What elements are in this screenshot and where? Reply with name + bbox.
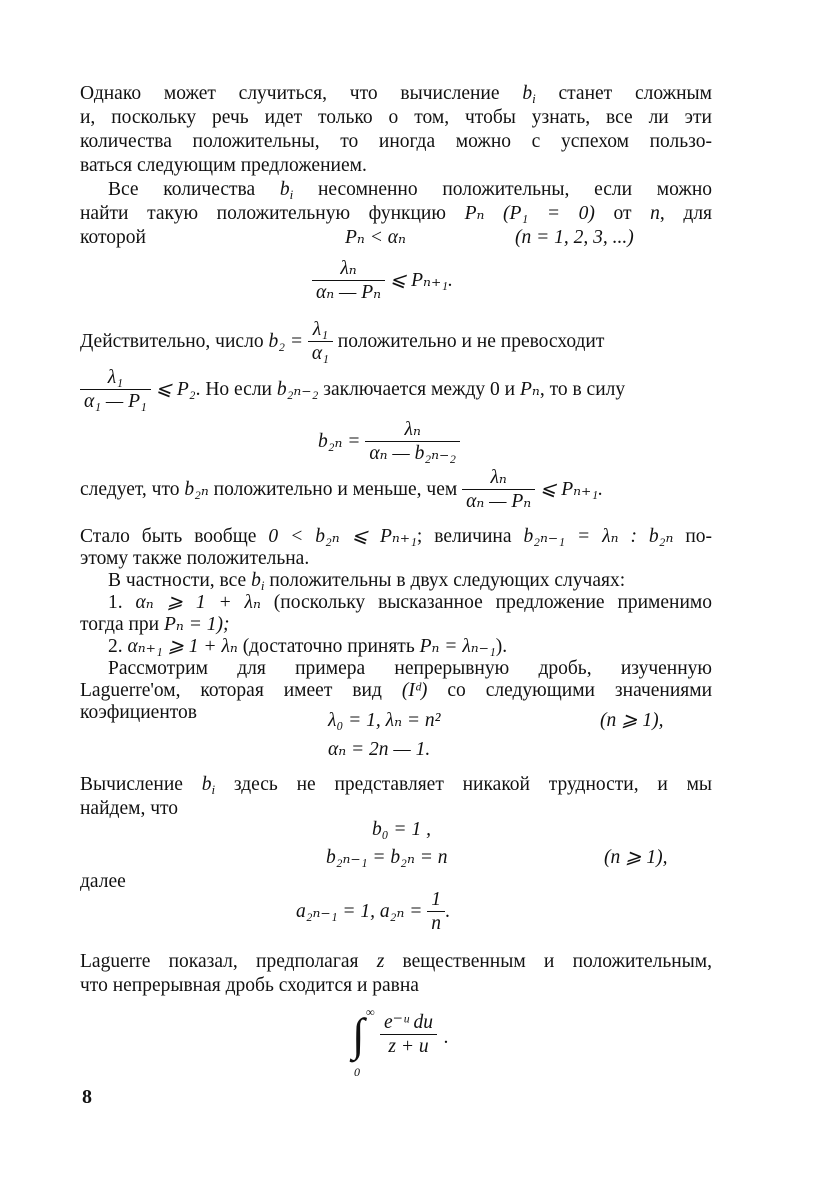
text-line: Действительно, число b₂ = $\frac{\text{λ₁}}{\text{α₁}}$ положительно и не превосходит <box>80 319 605 365</box>
text-line: В частности, все $b_i$ положительны в двух следующих случаях: <box>108 570 626 593</box>
text-line: и, поскольку речь идет только о том, чтобы узнать, все ли эти <box>80 107 712 128</box>
fraction: $\frac{1}{n}$ <box>427 889 445 936</box>
equation-condition: (n ⩾ 1), <box>604 847 668 868</box>
text-line: Laguerre показал, предполагая z вещественным и положительным, <box>80 951 712 972</box>
text-line: 2. αₙ₊₁ ⩾ 1 + λₙ (достаточно принять Pₙ = λₙ₋₁). <box>108 636 508 657</box>
equation-condition: (n = 1, 2, 3, ...) <box>515 227 634 248</box>
equation: αₙ = 2n — 1. <box>328 739 431 760</box>
fraction: $\frac{\text{λₙ}}{\text{αₙ — Pₙ}}$ <box>462 467 535 514</box>
text-line: Однако может случиться, что вычисление $b_i$ станет сложным <box>80 83 713 106</box>
text-line: ваться следующим предложением. <box>80 155 367 176</box>
equation: b₀ = 1 , <box>372 819 431 840</box>
fraction: $\frac{\text{λ₁}}{\text{α₁ — P₁}}$ <box>80 367 151 414</box>
text-line: далее <box>80 871 126 892</box>
equation: Pₙ < αₙ <box>345 227 406 248</box>
equation-condition: (n ⩾ 1), <box>600 710 664 731</box>
text-line: найдем, что <box>80 798 179 819</box>
text-line: Рассмотрим для примера непрерывную дробь, изученную <box>108 658 712 679</box>
text-line: Все количества $b_i$ несомненно положительны, если можно <box>108 179 713 202</box>
text-line: найти такую положительную функцию Pₙ (P₁ = 0) от n, для <box>80 203 713 224</box>
equation: a₂ₙ₋₁ = 1, a₂ₙ = $\frac{1}{n}$ . <box>296 889 450 935</box>
fraction: $\frac{\text{λ₁}}{\text{α₁}}$ <box>308 319 333 366</box>
equation: b₂ₙ₋₁ = b₂ₙ = n <box>326 847 448 868</box>
text-line: 1. αₙ ⩾ 1 + λₙ (поскольку высказанное предложение применимо <box>108 592 713 613</box>
text-line: тогда при Pₙ = 1); <box>80 614 230 635</box>
equation: $\frac{\text{λₙ}}{\text{αₙ — Pₙ}}$ ⩽ Pₙ₊₁. <box>312 258 453 305</box>
fraction: $\frac{\text{λₙ}}{\text{αₙ — b₂ₙ₋₂}}$ <box>365 419 460 466</box>
text-line: следует, что b₂ₙ положительно и меньше, чем $\frac{\text{λₙ}}{\text{αₙ — Pₙ}}$ ⩽ Pₙ₊₁. <box>80 467 604 513</box>
text-line: этому также положительна. <box>80 548 310 569</box>
integral: ∞ ∫ 0 $\frac{\text{e⁻ᵘ du}}{z + u}$ . <box>352 1005 449 1079</box>
fraction: $\frac{\text{e⁻ᵘ du}}{z + u}$ <box>380 1012 437 1059</box>
integral-sign: ∫ <box>352 1009 365 1060</box>
equation: λ₀ = 1, λₙ = n² <box>328 710 441 731</box>
text-line: которой <box>80 227 146 248</box>
text-line: Стало быть вообще 0 < b₂ₙ ⩽ Pₙ₊₁; величина b₂ₙ₋₁ = λₙ : b₂ₙ по- <box>80 526 713 547</box>
equation: b₂ₙ = $\frac{\text{λₙ}}{\text{αₙ — b₂ₙ₋₂}}$ <box>318 418 460 466</box>
text-line: Вычисление $b_i$ здесь не представляет никакой трудности, и мы <box>80 774 713 797</box>
page-number: 8 <box>82 1086 92 1108</box>
text-line: что непрерывная дробь сходится и равна <box>80 975 419 996</box>
text-line: Laguerre'ом, которая имеет вид (Iᵈ) со следующими значениями <box>80 680 713 701</box>
text-line: количества положительны, то иногда можно с успехом пользо- <box>80 131 712 152</box>
text-line: коэфициентов <box>80 702 197 723</box>
fraction: $\frac{\text{λₙ}}{\text{αₙ — Pₙ}}$ <box>312 258 385 305</box>
text-line: $\frac{\text{λ₁}}{\text{α₁ — P₁}}$ ⩽ P₂. Но если b₂ₙ₋₂ заключается между 0 и Pₙ, то в силу <box>80 366 712 414</box>
